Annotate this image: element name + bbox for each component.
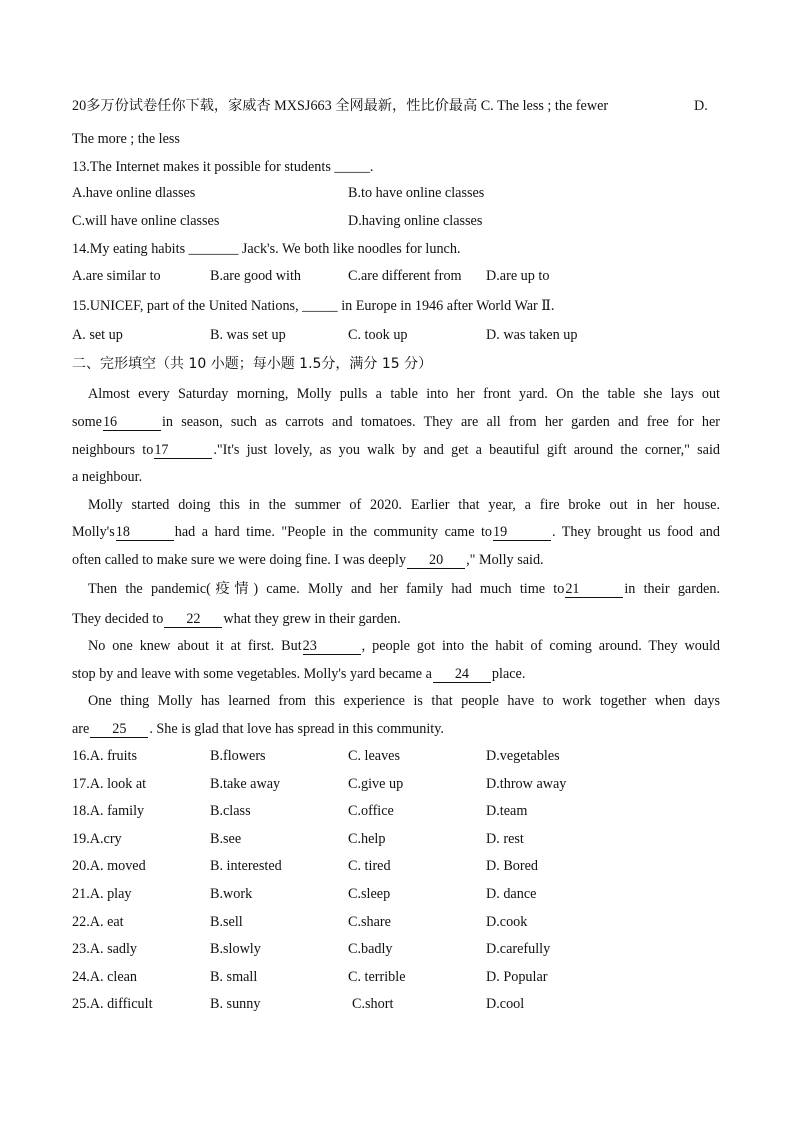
- cloze-option[interactable]: C. tired: [348, 858, 391, 874]
- cloze-option[interactable]: 22.A. eat: [72, 914, 124, 930]
- passage-p1-line3: [72, 441, 720, 459]
- cloze-option[interactable]: B.sell: [210, 914, 243, 930]
- passage-text: some: [72, 414, 102, 430]
- q14-rest: Jack's. We both like noodles for lunch.: [241, 241, 461, 257]
- passage-text: in season, such as carrots and tomatoes. They are all from her garden and free for her: [161, 414, 720, 430]
- passage-p4-line1: [88, 637, 720, 655]
- q15-option-b[interactable]: B. was set up: [210, 327, 286, 343]
- cloze-option[interactable]: 21.A. play: [72, 886, 132, 902]
- q15-option-a[interactable]: A. set up: [72, 327, 123, 343]
- passage-p2-line1: Molly started doing this in the summer of 2020. Earlier that year, a fire broke out in her house.: [88, 497, 720, 513]
- cloze-option[interactable]: D. Popular: [486, 969, 548, 985]
- q13-blank: _____: [334, 159, 370, 175]
- blank-21[interactable]: 21: [565, 582, 623, 598]
- q14-stem: 14.My eating habits: [72, 241, 186, 257]
- cloze-option[interactable]: 19.A.cry: [72, 831, 122, 847]
- passage-text: . She is glad that love has spread in this community.: [149, 721, 444, 737]
- q14-option-c[interactable]: C.are different from: [348, 268, 462, 284]
- cloze-option[interactable]: C.short: [352, 996, 394, 1012]
- passage-text: ."It's just lovely, as you walk by and get a beautiful gift around the corner," said: [213, 442, 720, 458]
- passage-text: what they grew in their garden.: [223, 611, 401, 627]
- q15-rest: in Europe in 1946 after World War Ⅱ.: [341, 298, 555, 314]
- q14-option-a[interactable]: A.are similar to: [72, 268, 161, 284]
- q14-option-b[interactable]: B.are good with: [210, 268, 302, 284]
- cloze-option[interactable]: 24.A. clean: [72, 969, 138, 985]
- passage-text: No one knew about it at first. But: [88, 638, 302, 654]
- passage-p1-line1: Almost every Saturday morning, Molly pulls a table into her front yard. On the table she lays out: [88, 386, 720, 402]
- section-title-cloze: 二、完形填空（共 10 小题；每小题 1.5分，满分 15 分）: [72, 356, 433, 372]
- cloze-option[interactable]: C.help: [348, 831, 386, 847]
- passage-text: Molly's: [72, 524, 115, 540]
- passage-text: often called to make sure we were doing fine. I was deeply: [72, 552, 407, 568]
- cloze-option[interactable]: D.vegetables: [486, 748, 560, 764]
- cloze-option[interactable]: C. terrible: [348, 969, 406, 985]
- q13-option-a[interactable]: A.have online dlasses: [72, 185, 196, 201]
- passage-text: in their garden.: [624, 581, 720, 597]
- cloze-option[interactable]: D.cool: [486, 996, 525, 1012]
- cloze-option[interactable]: C. leaves: [348, 748, 401, 764]
- passage-text: ," Molly said.: [466, 552, 544, 568]
- cloze-option[interactable]: C.sleep: [348, 886, 391, 902]
- blank-25[interactable]: 25: [90, 722, 148, 738]
- cloze-option[interactable]: 25.A. difficult: [72, 996, 153, 1012]
- cloze-option[interactable]: D. rest: [486, 831, 524, 847]
- passage-p1-line2: [72, 413, 720, 431]
- q13-option-c[interactable]: C.will have online classes: [72, 213, 220, 229]
- cloze-option[interactable]: B. small: [210, 969, 258, 985]
- blank-24[interactable]: 24: [433, 667, 491, 683]
- passage-text: , people got into the habit of coming around. They would: [361, 638, 720, 654]
- cloze-option[interactable]: B. interested: [210, 858, 282, 874]
- header-option-d: D.: [694, 98, 708, 114]
- cloze-option[interactable]: 20.A. moved: [72, 858, 146, 874]
- passage-text: stop by and leave with some vegetables. Molly's yard became a: [72, 666, 432, 682]
- passage-text: are: [72, 721, 90, 737]
- header-line: [72, 97, 712, 115]
- q13-option-d[interactable]: D.having online classes: [348, 213, 483, 229]
- cloze-option[interactable]: B.class: [210, 803, 251, 819]
- q15-blank: _____: [302, 298, 338, 314]
- cloze-option[interactable]: 17.A. look at: [72, 776, 147, 792]
- cloze-option[interactable]: C.share: [348, 914, 391, 930]
- q13-end: .: [369, 159, 374, 175]
- passage-p3-line2: [72, 610, 401, 628]
- blank-19[interactable]: 19: [493, 525, 551, 541]
- cloze-option[interactable]: 16.A. fruits: [72, 748, 138, 764]
- q15-option-d[interactable]: D. was taken up: [486, 327, 578, 343]
- passage-text: place.: [491, 666, 526, 682]
- passage-text: neighbours to: [72, 442, 154, 458]
- q15-stem: 15.UNICEF, part of the United Nations,: [72, 298, 299, 314]
- q14-blank: _______: [188, 241, 239, 257]
- passage-p3-line1: [88, 580, 720, 598]
- passage-text: had a hard time. "People in the community came to: [174, 524, 493, 540]
- cloze-option[interactable]: B.flowers: [210, 748, 266, 764]
- q13-option-b[interactable]: B.to have online classes: [348, 185, 485, 201]
- cloze-option[interactable]: 23.A. sadly: [72, 941, 138, 957]
- header-line-2: The more ; the less: [72, 131, 180, 147]
- header-text: 20多万份试卷任你下载，家威杏 MXSJ663 全网最新，性比价最高 C. The less ; the fewer: [72, 98, 609, 114]
- q15-option-c[interactable]: C. took up: [348, 327, 408, 343]
- cloze-option[interactable]: D.throw away: [486, 776, 567, 792]
- cloze-option[interactable]: B.see: [210, 831, 242, 847]
- question-15: [72, 297, 554, 315]
- blank-17[interactable]: 17: [154, 443, 212, 459]
- cloze-option[interactable]: D. dance: [486, 886, 537, 902]
- passage-p5-line1: One thing Molly has learned from this experience is that people have to work together when days: [88, 693, 720, 709]
- cloze-option[interactable]: D.team: [486, 803, 528, 819]
- passage-p4-line2: [72, 665, 525, 683]
- cloze-option[interactable]: 18.A. family: [72, 803, 145, 819]
- passage-text: Then the pandemic(疫情) came. Molly and her family had much time to: [88, 581, 565, 597]
- blank-16[interactable]: 16: [103, 415, 161, 431]
- question-13: [72, 158, 373, 176]
- cloze-option[interactable]: D.cook: [486, 914, 528, 930]
- cloze-option[interactable]: C.office: [348, 803, 394, 819]
- question-14: [72, 240, 461, 258]
- q14-option-d[interactable]: D.are up to: [486, 268, 550, 284]
- cloze-option[interactable]: B.work: [210, 886, 253, 902]
- passage-p2-line2: [72, 523, 720, 541]
- blank-23[interactable]: 23: [303, 639, 361, 655]
- passage-p1-line4: a neighbour.: [72, 469, 143, 485]
- blank-22[interactable]: 22: [164, 612, 222, 628]
- cloze-option[interactable]: B.take away: [210, 776, 281, 792]
- passage-p2-line3: [72, 551, 544, 569]
- blank-20[interactable]: 20: [407, 553, 465, 569]
- passage-text: They decided to: [72, 611, 164, 627]
- cloze-option[interactable]: C.give up: [348, 776, 404, 792]
- cloze-option[interactable]: D. Bored: [486, 858, 539, 874]
- cloze-option[interactable]: B.slowly: [210, 941, 261, 957]
- cloze-option[interactable]: C.badly: [348, 941, 393, 957]
- passage-p5-line2: [72, 720, 444, 738]
- blank-18[interactable]: 18: [116, 525, 174, 541]
- cloze-option[interactable]: B. sunny: [210, 996, 261, 1012]
- q13-stem: 13.The Internet makes it possible for students: [72, 159, 331, 175]
- cloze-option[interactable]: D.carefully: [486, 941, 551, 957]
- passage-text: . They brought us food and: [552, 524, 720, 540]
